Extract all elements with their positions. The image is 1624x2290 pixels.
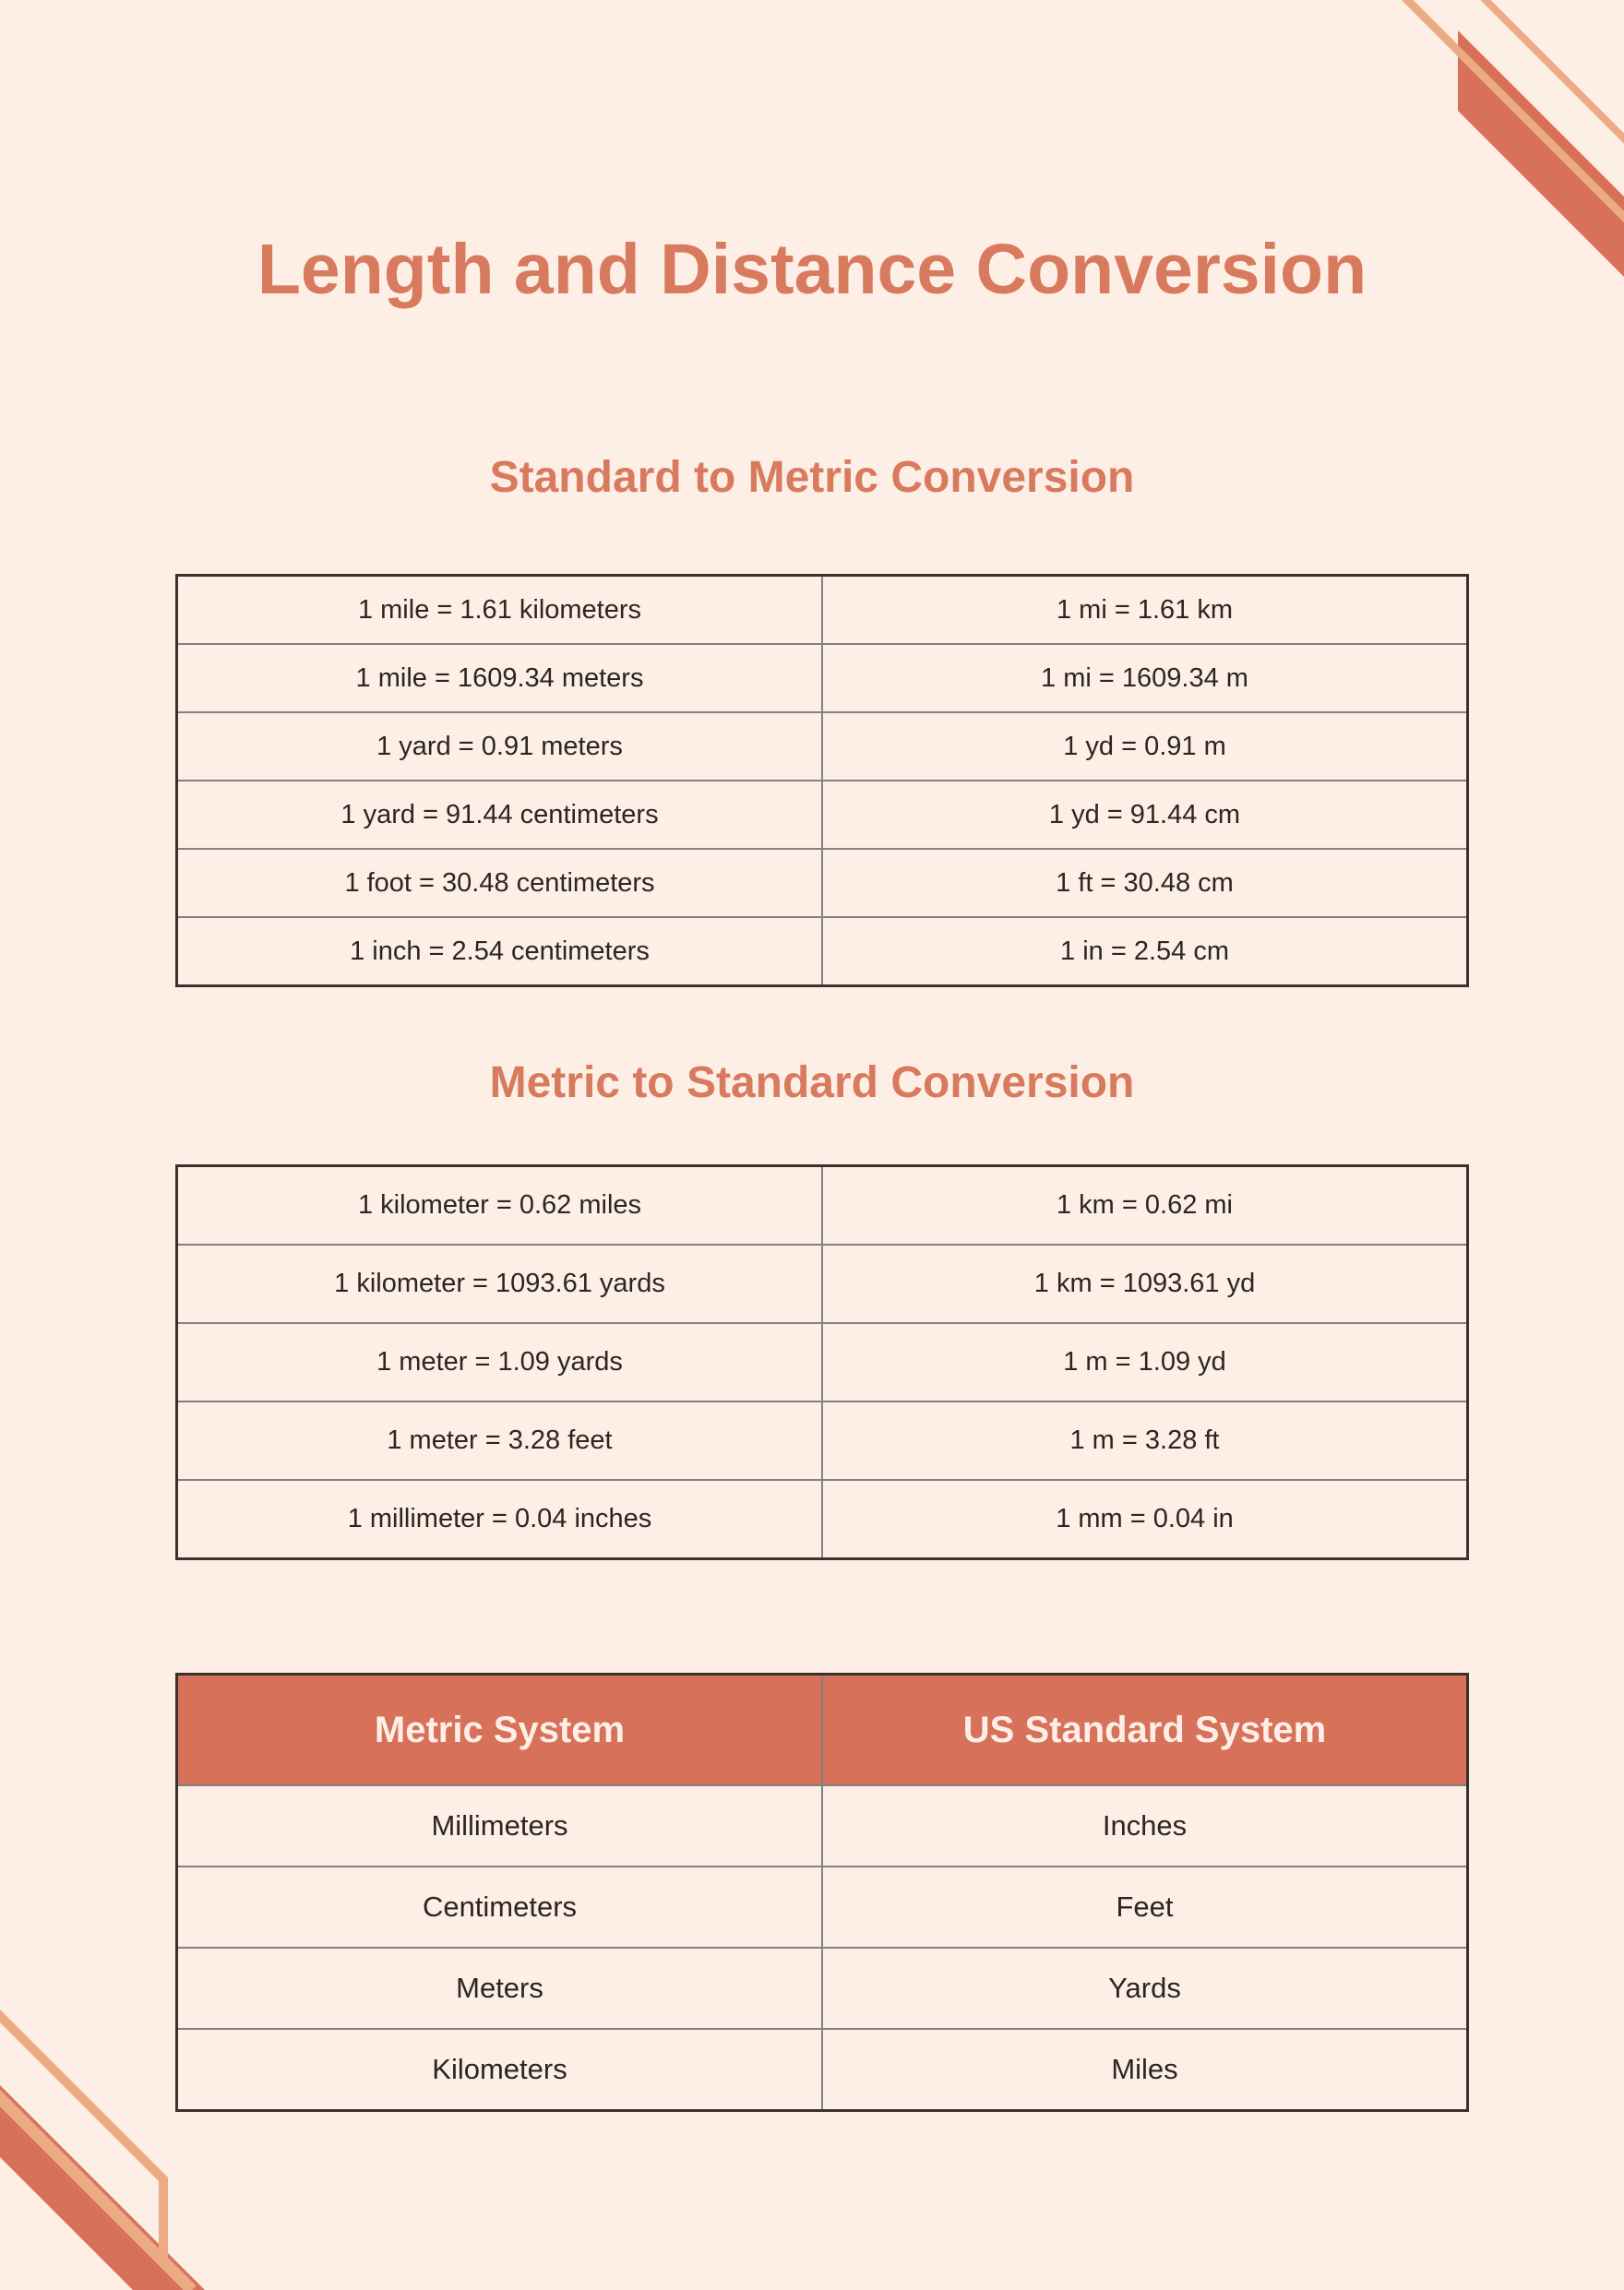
standard-to-metric-table	[175, 574, 1469, 987]
conversion-cell-full: 1 foot = 30.48 centimeters	[177, 849, 823, 917]
conversion-cell-full: 1 yard = 0.91 meters	[177, 712, 823, 781]
conversion-cell-full: 1 meter = 1.09 yards	[177, 1323, 823, 1401]
table-row	[177, 1785, 1468, 1867]
table-row	[177, 1480, 1468, 1559]
conversion-cell-full: 1 mile = 1.61 kilometers	[177, 576, 823, 645]
conversion-cell-abbrev: 1 in = 2.54 cm	[822, 917, 1468, 986]
top-right-tan-stripe-inner	[1398, 0, 1624, 263]
us-unit-cell: Feet	[822, 1867, 1468, 1948]
conversion-cell-full: 1 inch = 2.54 centimeters	[177, 917, 823, 986]
conversion-cell-abbrev: 1 km = 0.62 mi	[822, 1166, 1468, 1246]
conversion-cell-abbrev: 1 m = 3.28 ft	[822, 1401, 1468, 1480]
us-unit-cell: Miles	[822, 2029, 1468, 2111]
table-row	[177, 1245, 1468, 1323]
conversion-cell-full: 1 yard = 91.44 centimeters	[177, 781, 823, 849]
conversion-cell-abbrev: 1 mi = 1609.34 m	[822, 644, 1468, 712]
conversion-cell-full: 1 mile = 1609.34 meters	[177, 644, 823, 712]
table-row	[177, 576, 1468, 645]
metric-unit-cell: Meters	[177, 1948, 823, 2029]
conversion-cell-abbrev: 1 mi = 1.61 km	[822, 576, 1468, 645]
metric-unit-cell: Centimeters	[177, 1867, 823, 1948]
bottom-left-tan-bent-stripe	[0, 2007, 163, 2262]
table-row	[177, 1401, 1468, 1480]
bottom-left-tan-stripe-inner	[0, 2043, 192, 2290]
section-heading-metric-to-standard: Metric to Standard Conversion	[489, 1058, 1135, 1107]
metric-unit-cell: Millimeters	[177, 1785, 823, 1867]
table-row	[177, 1323, 1468, 1401]
top-right-tan-stripe-outer	[1476, 0, 1624, 185]
conversion-cell-full: 1 meter = 3.28 feet	[177, 1401, 823, 1480]
conversion-cell-abbrev: 1 m = 1.09 yd	[822, 1323, 1468, 1401]
section-heading-standard-to-metric: Standard to Metric Conversion	[489, 453, 1135, 502]
us-unit-cell: Inches	[822, 1785, 1468, 1867]
conversion-cell-abbrev: 1 ft = 30.48 cm	[822, 849, 1468, 917]
table-row	[177, 781, 1468, 849]
conversion-cell-full: 1 millimeter = 0.04 inches	[177, 1480, 823, 1559]
conversion-cell-full: 1 kilometer = 0.62 miles	[177, 1166, 823, 1246]
metric-system-header: Metric System	[177, 1675, 823, 1786]
table-row	[177, 712, 1468, 781]
conversion-cell-abbrev: 1 mm = 0.04 in	[822, 1480, 1468, 1559]
system-comparison-table	[175, 1673, 1469, 2112]
us-unit-cell: Yards	[822, 1948, 1468, 2029]
bottom-left-coral-band	[0, 2030, 205, 2290]
conversion-cell-abbrev: 1 yd = 91.44 cm	[822, 781, 1468, 849]
table-header-row	[177, 1675, 1468, 1786]
page-title: Length and Distance Conversion	[257, 230, 1367, 309]
table-row	[177, 1867, 1468, 1948]
table-row	[177, 1166, 1468, 1246]
metric-to-standard-table	[175, 1164, 1469, 1560]
table-row	[177, 917, 1468, 986]
metric-unit-cell: Kilometers	[177, 2029, 823, 2111]
table-row	[177, 849, 1468, 917]
us-standard-system-header: US Standard System	[822, 1675, 1468, 1786]
table-row	[177, 644, 1468, 712]
conversion-cell-abbrev: 1 km = 1093.61 yd	[822, 1245, 1468, 1323]
conversion-cell-full: 1 kilometer = 1093.61 yards	[177, 1245, 823, 1323]
conversion-cell-abbrev: 1 yd = 0.91 m	[822, 712, 1468, 781]
table-row	[177, 2029, 1468, 2111]
table-row	[177, 1948, 1468, 2029]
